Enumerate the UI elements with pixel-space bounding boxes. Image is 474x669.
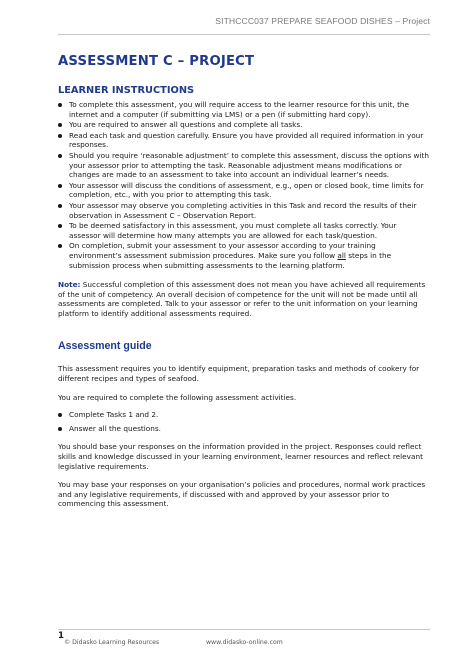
note-label: Note: [58, 280, 81, 290]
list-item [58, 241, 430, 270]
bullet-icon [58, 103, 62, 107]
bullet-icon [58, 204, 62, 208]
list-item [58, 201, 430, 220]
instructions-list [58, 100, 430, 270]
assessment-guide-heading: Assessment guide [58, 340, 152, 353]
footer-website: www.didasko-online.com [206, 639, 283, 646]
bullet-icon [58, 244, 62, 248]
guide-required-paragraph: You are required to complete the following assessment activities. [58, 392, 297, 402]
document-body [58, 54, 430, 509]
note-text: Successful completion of this assessment does not mean you have achieved all requirements of the unit of competency. An overall decision of competence for the unit will not be made until all assessments are completed. Talk to your assessor or refer to the unit information on your learning platform to identify additional assessments required. [58, 280, 426, 318]
footer-publisher: © Didasko Learning Resources [64, 639, 160, 646]
list-item [58, 221, 430, 240]
list-item [58, 151, 430, 180]
note-paragraph [58, 280, 430, 318]
page-title: ASSESSMENT C – PROJECT [58, 54, 255, 69]
bullet-icon [58, 224, 62, 228]
guide-intro-paragraph: This assessment requires you to identify equipment, preparation tasks and methods of cookery for different recipes and types of seafood. [58, 364, 420, 384]
list-item-text: Answer all the questions. [69, 423, 161, 433]
list-item [58, 100, 430, 119]
underlined-word: all [337, 250, 346, 260]
list-item [58, 120, 430, 130]
list-item-text: To complete this assessment, you will require access to the learner resource for this unit, the internet and a computer (if submitting via LMS) or a pen (if submitting hard copy). [69, 100, 410, 119]
list-item [58, 131, 430, 150]
running-header: SITHCCC037 PREPARE SEAFOOD DISHES – Project [215, 16, 430, 26]
bullet-icon [58, 123, 62, 127]
learner-instructions-heading: LEARNER INSTRUCTIONS [58, 85, 195, 96]
bullet-icon [58, 154, 62, 158]
bullet-icon [58, 413, 62, 417]
bullet-icon [58, 184, 62, 188]
bullet-icon [58, 134, 62, 138]
list-item-text-start: On completion, submit your assessment to your assessor according to your training environment’s assessment submission procedures. Make sure you follow [69, 241, 376, 260]
bullet-icon [58, 427, 62, 431]
page-number: 1 [58, 631, 64, 641]
list-item-text-end: steps in the submission process when submitting assessments to the learning platform. [69, 250, 392, 270]
activities-list [58, 410, 430, 433]
list-item-text: Should you require ‘reasonable adjustment’ to complete this assessment, discuss the options with your assessor prior to attempting the task. Reasonable adjustment means modifications or changes are made to an assessment to take into account an individual learner’s needs. [69, 150, 429, 180]
list-item-text: To be deemed satisfactory in this assessment, you must complete all tasks correctly. Your assessor will determine how many attempts you are allowed for each task/question. [69, 221, 397, 240]
list-item [58, 424, 430, 434]
guide-may-base-paragraph: You may base your responses on your organisation’s policies and procedures, normal work practices and any legislative requirements, if discussed with and approved by your assessor prior to commencing this assessment. [58, 480, 426, 509]
list-item-text: Your assessor may observe you completing activities in this Task and record the results of their observation in Assessment C – Observation Report. [69, 200, 417, 220]
list-item-text: You are required to answer all questions and complete all tasks. [69, 120, 303, 130]
list-item [58, 410, 430, 420]
list-item-text: Read each task and question carefully. Ensure you have provided all required information in your responses. [69, 130, 424, 150]
list-item [58, 181, 430, 200]
footer-divider [58, 629, 430, 630]
header-divider [58, 34, 430, 35]
list-item-text: Complete Tasks 1 and 2. [69, 410, 159, 420]
list-item-text: Your assessor will discuss the conditions of assessment, e.g., open or closed book, time limits for completion, etc., with you prior to attempting this task. [69, 180, 424, 200]
guide-base-responses-paragraph: You should base your responses on the information provided in the project. Responses could reflect skills and knowledge discussed in your learning environment, learner resources and reflect relevant legislative requirements. [58, 442, 423, 471]
